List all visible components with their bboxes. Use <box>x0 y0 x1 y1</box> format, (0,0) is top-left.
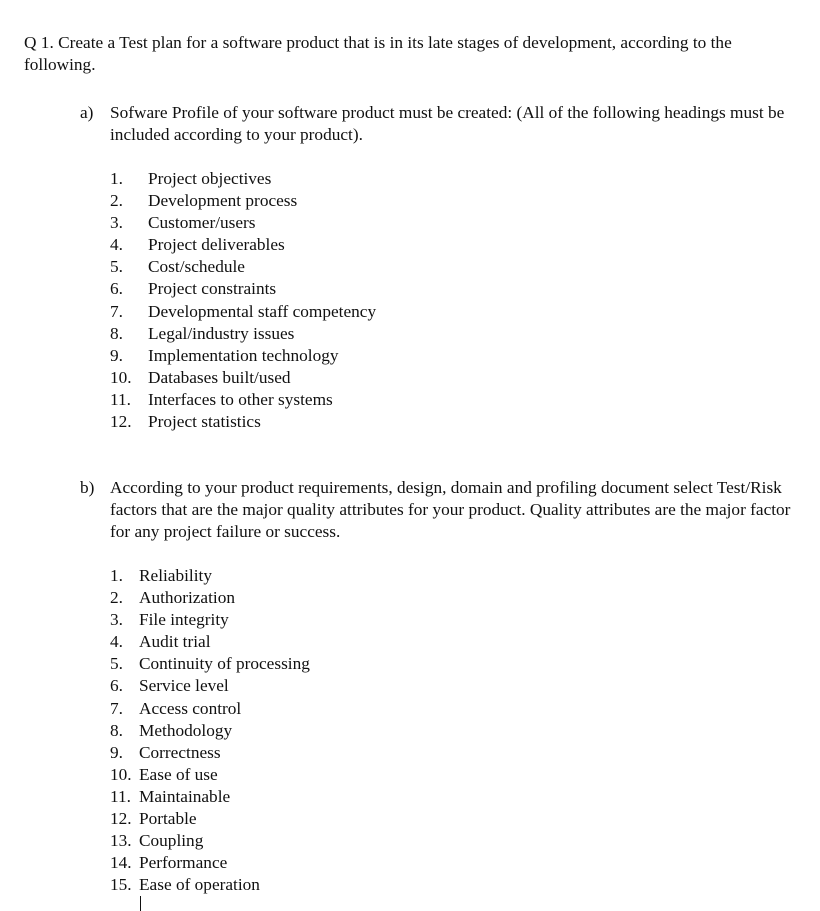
list-item-number: 10. <box>110 367 132 387</box>
list-item <box>110 301 376 323</box>
list-item <box>110 720 310 742</box>
list-item-label: File integrity <box>139 610 229 630</box>
list-item-number: 2. <box>110 588 123 608</box>
list-item <box>110 675 310 697</box>
question-heading: Q 1. Create a Test plan for a software product that is in its late stages of development, according to the following. <box>24 33 732 74</box>
list-item <box>110 764 310 786</box>
list-item <box>110 256 376 278</box>
list-item-number: 2. <box>110 191 123 211</box>
list-item <box>110 168 376 190</box>
list-item <box>110 234 376 256</box>
part-a-marker: a) <box>80 103 94 122</box>
list-item-label: Legal/industry issues <box>148 323 295 343</box>
part-a-text: Sofware Profile of your software product must be created: (All of the following headings must be included according to your product). <box>110 103 785 144</box>
list-item-label: Project objectives <box>148 169 272 188</box>
list-item-number: 4. <box>110 632 123 652</box>
list-item-label: Methodology <box>139 720 233 740</box>
list-item-number: 4. <box>110 235 123 255</box>
list-item <box>110 609 310 631</box>
list-item-number: 6. <box>110 279 123 299</box>
list-item-label: Audit trial <box>139 632 211 652</box>
software-profile-list <box>110 168 376 433</box>
list-item-number: 9. <box>110 742 123 762</box>
list-item-label: Portable <box>139 809 197 829</box>
list-item <box>110 345 376 367</box>
list-item-number: 12. <box>110 809 132 829</box>
list-item <box>110 323 376 345</box>
list-item-label: Implementation technology <box>148 345 339 365</box>
list-item <box>110 653 310 675</box>
list-item <box>110 190 376 212</box>
list-item <box>110 411 376 433</box>
part-b-text: According to your product requirements, design, domain and profiling document select Test/Risk factors that are the major quality attributes for your product. Quality attributes are the major factor for any project failure or success. <box>110 478 791 541</box>
list-item-label: Coupling <box>139 831 204 851</box>
list-item-number: 11. <box>110 786 131 806</box>
list-item <box>110 874 310 896</box>
list-item <box>110 212 376 234</box>
list-item-number: 15. <box>110 875 132 895</box>
list-item <box>110 852 310 874</box>
list-item-label: Ease of use <box>139 764 218 784</box>
list-item <box>110 367 376 389</box>
list-item <box>110 389 376 411</box>
list-item <box>110 565 310 587</box>
list-item <box>110 278 376 300</box>
list-item-label: Reliability <box>139 566 212 585</box>
list-item-label: Development process <box>148 191 298 211</box>
list-item-number: 9. <box>110 345 123 365</box>
list-item-number: 7. <box>110 698 123 718</box>
list-item-number: 3. <box>110 213 123 233</box>
list-item <box>110 830 310 852</box>
list-item-number: 12. <box>110 412 132 432</box>
list-item-number: 8. <box>110 323 123 343</box>
list-item-label: Ease of operation <box>139 875 260 895</box>
list-item-label: Service level <box>139 676 229 696</box>
part-a <box>80 102 798 146</box>
list-item <box>110 631 310 653</box>
list-item-number: 1. <box>110 566 123 585</box>
list-item <box>110 786 310 808</box>
list-item-number: 6. <box>110 676 123 696</box>
list-item-number: 14. <box>110 853 132 873</box>
list-item-label: Customer/users <box>148 213 256 233</box>
part-b-marker: b) <box>80 478 95 497</box>
list-item-number: 11. <box>110 389 131 409</box>
list-item-label: Project deliverables <box>148 235 285 255</box>
list-item-number: 7. <box>110 301 123 321</box>
list-item-number: 1. <box>110 169 123 188</box>
list-item <box>110 742 310 764</box>
list-item <box>110 808 310 830</box>
list-item-label: Maintainable <box>139 786 231 806</box>
list-item-label: Access control <box>139 698 242 718</box>
list-item-number: 5. <box>110 257 123 277</box>
list-item-label: Correctness <box>139 742 221 762</box>
list-item <box>110 587 310 609</box>
list-item-number: 8. <box>110 720 123 740</box>
list-item-label: Continuity of processing <box>139 654 310 674</box>
list-item-number: 10. <box>110 764 132 784</box>
list-item-label: Databases built/used <box>148 367 291 387</box>
list-item-label: Project constraints <box>148 279 277 299</box>
quality-attributes-list <box>110 565 310 896</box>
list-item-number: 3. <box>110 610 123 630</box>
list-item-label: Project statistics <box>148 412 261 432</box>
list-item <box>110 698 310 720</box>
part-b <box>80 477 798 543</box>
list-item-label: Interfaces to other systems <box>148 389 333 409</box>
list-item-label: Authorization <box>139 588 235 608</box>
list-item-label: Developmental staff competency <box>148 301 377 321</box>
list-item-label: Cost/schedule <box>148 257 245 277</box>
list-item-number: 13. <box>110 831 132 851</box>
list-item-number: 5. <box>110 654 123 674</box>
text-cursor[interactable] <box>140 896 141 911</box>
list-item-label: Performance <box>139 853 228 873</box>
